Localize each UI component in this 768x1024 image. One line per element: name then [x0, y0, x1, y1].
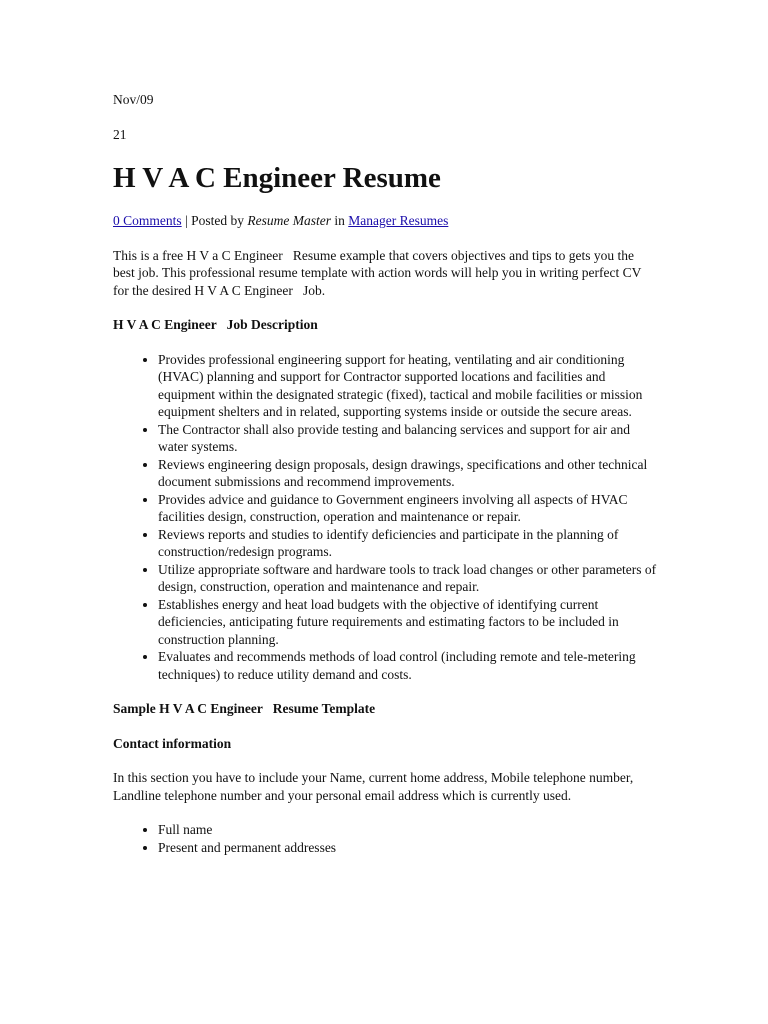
- category-link[interactable]: Manager Resumes: [348, 213, 449, 228]
- template-heading: Sample H V A C Engineer Resume Template: [113, 701, 376, 716]
- list-item: • Reviews engineering design proposals, design drawings, specifications and other technical document submissions and recommend improvements.: [158, 456, 658, 491]
- list-item: • The Contractor shall also provide testing and balancing services and support for air and water systems.: [158, 421, 658, 456]
- comments-link[interactable]: 0 Comments: [113, 213, 182, 228]
- list-item: • Full name: [158, 821, 658, 839]
- list-item: • Establishes energy and heat load budgets with the objective of identifying current deficiencies, anticipating future requirements and estimating factors to be included in construction planning.: [158, 596, 658, 649]
- contact-heading: Contact information: [113, 735, 232, 751]
- post-meta: [113, 212, 658, 230]
- article-title: H V A C Engineer Resume: [113, 162, 441, 194]
- post-date-month: Nov/09: [113, 92, 154, 107]
- job-description-list: [113, 351, 658, 684]
- list-item: • Provides professional engineering support for heating, ventilating and air conditioning (HVAC) planning and support for Contractor supported locations and facilities and equipment within the designated strategic (fixed), tactical and mobile facilities or mission equipment shelters and in related, supporting systems inside or outside the secure areas.: [158, 351, 658, 421]
- post-date-day: 21: [113, 127, 127, 142]
- list-item: • Present and permanent addresses: [158, 839, 658, 857]
- list-item: • Reviews reports and studies to identify deficiencies and participate in the planning of construction/redesign programs.: [158, 526, 658, 561]
- article-body: [113, 160, 658, 873]
- contact-paragraph: In this section you have to include your Name, current home address, Mobile telephone number, Landline telephone number and your personal email address which is currently used.: [113, 770, 634, 803]
- author-name: Resume Master: [247, 213, 331, 228]
- contact-list: [113, 821, 658, 856]
- list-item: • Provides advice and guidance to Government engineers involving all aspects of HVAC facilities design, construction, operation and maintenance or repair.: [158, 491, 658, 526]
- list-item: • Evaluates and recommends methods of load control (including remote and tele-metering techniques) to reduce utility demand and costs.: [158, 648, 658, 683]
- list-item: • Utilize appropriate software and hardware tools to track load changes or other parameters of design, construction, operation and maintenance and repair.: [158, 561, 658, 596]
- job-description-heading: H V A C Engineer Job Description: [113, 317, 318, 332]
- in-text: in: [330, 213, 349, 228]
- posted-by-text: | Posted by: [181, 213, 248, 228]
- intro-paragraph: This is a free H V a C Engineer Resume example that covers objectives and tips to gets you the best job. This professional resume template with action words will help you in writing perfect CV for the desired H V A C Engineer Job.: [113, 247, 645, 298]
